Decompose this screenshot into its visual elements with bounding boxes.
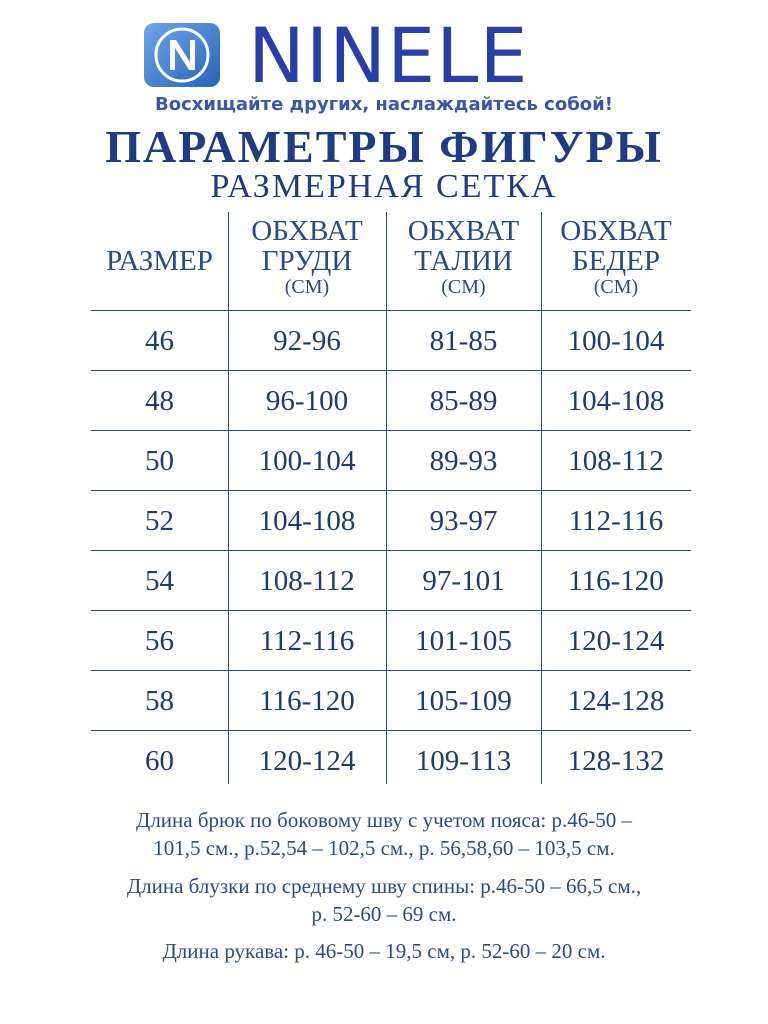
- table-row: [91, 370, 691, 430]
- size-cell: 58: [145, 685, 174, 717]
- waist-cell: 105-109: [415, 685, 512, 717]
- table-row: [91, 430, 691, 490]
- size-cell: 54: [145, 565, 174, 597]
- header-waist-unit: (СМ): [441, 276, 486, 298]
- chest-cell: 116-120: [259, 685, 355, 717]
- header-waist-line2: ТАЛИИ: [414, 245, 513, 277]
- size-cell: 60: [145, 745, 174, 777]
- size-cell: 50: [145, 445, 174, 477]
- note-sleeve-length: Длина рукава: р. 46-50 – 19,5 см, р. 52-60 – 20 см.: [162, 939, 606, 963]
- waist-cell: 85-89: [429, 385, 498, 417]
- waist-cell: 81-85: [429, 325, 498, 357]
- hips-cell: 120-124: [567, 625, 665, 657]
- brand-name: NINELE: [248, 11, 529, 100]
- brand-slogan: Восхищайте других, наслаждайтесь собой!: [155, 94, 613, 115]
- size-table: [91, 212, 691, 790]
- chest-cell: 108-112: [259, 565, 355, 597]
- header-hips-unit: (СМ): [593, 276, 639, 298]
- note-trousers-line1: Длина брюк по боковому шву с учетом пояса: р.46-50 –: [136, 808, 632, 832]
- table-row: [91, 610, 691, 670]
- header-hips-line2: БЕДЕР: [572, 245, 660, 277]
- size-cell: 52: [145, 505, 174, 537]
- note-trousers-length: [0, 806, 768, 862]
- table-row: [91, 670, 691, 730]
- hips-cell: 100-104: [567, 325, 665, 357]
- chest-cell: 112-116: [259, 625, 355, 657]
- waist-cell: 97-101: [422, 565, 505, 597]
- header-hips: [541, 212, 691, 314]
- waist-cell: 101-105: [415, 625, 512, 657]
- table-row: [91, 490, 691, 550]
- chest-cell: 96-100: [265, 385, 349, 417]
- header-waist: [386, 212, 541, 314]
- waist-cell: 93-97: [429, 505, 498, 537]
- table-row: [91, 730, 691, 790]
- size-cell: 46: [145, 325, 174, 357]
- chest-cell: 92-96: [273, 325, 341, 357]
- header-waist-line1: ОБХВАТ: [407, 215, 520, 247]
- note-blouse-line2: р. 52-60 – 69 см.: [311, 902, 457, 926]
- chest-cell: 120-124: [258, 745, 356, 777]
- waist-cell: 109-113: [415, 745, 512, 777]
- size-cell: 56: [145, 625, 174, 657]
- hips-cell: 104-108: [567, 385, 665, 417]
- table-header: [91, 212, 691, 310]
- waist-cell: 89-93: [429, 445, 498, 477]
- hips-cell: 128-132: [567, 745, 665, 777]
- note-blouse-line1: Длина блузки по среднему шву спины: р.46-50 – 66,5 см.,: [126, 874, 642, 898]
- chest-cell: 100-104: [258, 445, 356, 477]
- size-cell: 48: [145, 385, 174, 417]
- header-hips-line1: ОБХВАТ: [560, 215, 672, 247]
- page-subtitle: РАЗМЕРНАЯ СЕТКА: [210, 168, 558, 205]
- n-emblem-icon: [143, 22, 221, 88]
- hips-cell: 124-128: [567, 685, 665, 717]
- hips-cell: 112-116: [568, 505, 664, 537]
- hips-cell: 116-120: [568, 565, 664, 597]
- header-chest-line1: ОБХВАТ: [251, 215, 363, 247]
- note-trousers-line2: 101,5 см., р.52,54 – 102,5 см., р. 56,58,60 – 103,5 см.: [153, 836, 615, 860]
- hips-cell: 108-112: [568, 445, 664, 477]
- table-row: [91, 550, 691, 610]
- brand-logo: [143, 20, 221, 90]
- header-chest-line2: ГРУДИ: [261, 245, 353, 277]
- note-blouse-length: [0, 872, 768, 928]
- table-row: [91, 310, 691, 370]
- header-chest-unit: (СМ): [284, 276, 330, 298]
- page-title: ПАРАМЕТРЫ ФИГУРЫ: [105, 121, 663, 172]
- header-size: РАЗМЕР: [106, 245, 213, 277]
- header-chest: [228, 212, 386, 314]
- chest-cell: 104-108: [258, 505, 356, 537]
